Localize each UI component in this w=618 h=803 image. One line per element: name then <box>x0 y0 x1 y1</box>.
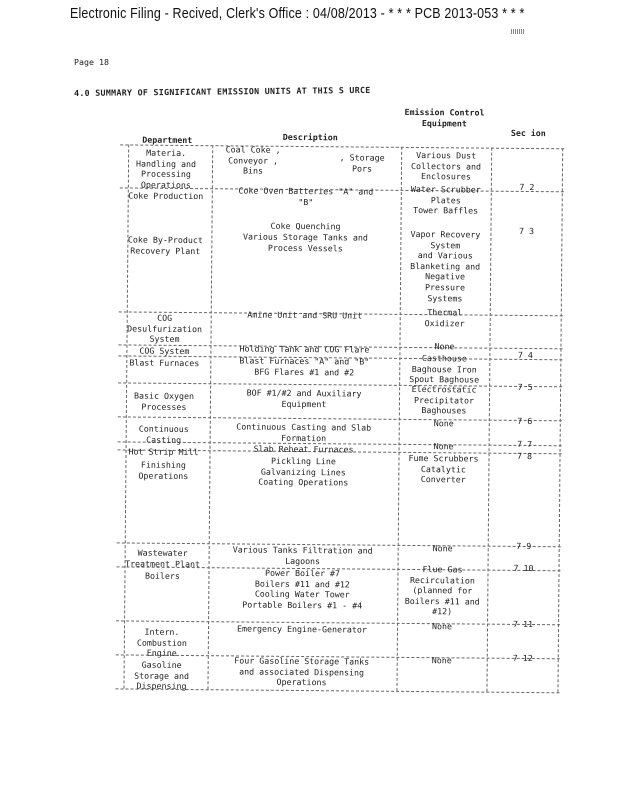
cell-control-equipment: None <box>431 655 452 666</box>
cell-section: 7 12 <box>512 652 533 664</box>
cell-description: Continuous Casting and Slab Formation <box>236 421 372 443</box>
cell-description: Slab Reheat Furnaces <box>253 443 354 455</box>
cell-description: Various Tanks Filtration and Lagoons <box>232 544 373 566</box>
col-header-description: Description <box>282 131 338 143</box>
cell-department: Finishing Operations <box>138 459 189 481</box>
col-header-control-equipment: Emission Control Equipment <box>404 106 485 129</box>
cell-department: Boilers <box>144 570 180 581</box>
cell-control-equipment: Flue Gas Recirculation (planned for Boilers #11 and #12) <box>404 564 480 617</box>
cell-control-equipment: None <box>433 441 454 452</box>
cell-control-equipment: Casthouse Baghouse Iron Spout Baghouse <box>409 353 480 385</box>
cell-section: 7 8 <box>516 450 533 462</box>
col-header-department: Department <box>142 134 193 146</box>
cell-department: Coke By-Product Recovery Plant <box>127 234 203 256</box>
cell-description: Blast Furnaces "A" and "B" BFG Flares #1 and #2 <box>239 355 370 378</box>
cell-control-equipment: Vapor Recovery System and Various Blanketing and Negative Pressure Systems <box>410 228 481 303</box>
cell-description: Power Boiler #7 Boilers #11 and #12 Cooling Water Tower Portable Boilers #1 - #4 <box>242 567 363 611</box>
cell-department: Materia. Handling and Processing Operations <box>136 147 197 190</box>
cell-section: 7 4 <box>517 349 533 361</box>
cell-control-equipment: Thermal Oxidizer <box>424 307 465 329</box>
filing-stamp-header: Electronic Filing - Recived, Clerk's Office : 04/08/2013 - * * * PCB 2013-053 * * * <box>70 6 525 22</box>
cell-description: Pickling Line Galvanizing Lines Coating Operations <box>258 455 349 488</box>
cell-department: Wastewater Treatment Plant <box>125 547 201 569</box>
cell-description: Amine Unit and SRU Unit <box>247 309 363 321</box>
cell-control-equipment: Water Scrubber Plates Tower Baffles <box>410 183 481 216</box>
cell-section: 7 9 <box>516 540 532 552</box>
cell-description: Emergency Engine-Generator <box>237 623 367 635</box>
cell-department: Basic Oxygen Processes <box>134 390 195 412</box>
col-header-section: Sec ion <box>510 127 546 139</box>
cell-section: 7 3 <box>518 225 535 237</box>
cell-section: 7 5 <box>517 381 533 393</box>
cell-section: 7 7 <box>517 438 533 450</box>
cell-description: Coke Quenching <box>270 220 341 232</box>
cell-description: Four Gasoline Storage Tanks and associated Dispensing Operations <box>234 655 370 688</box>
cell-department: Continuous Casting <box>138 423 189 445</box>
cell-control-equipment: None <box>434 341 455 352</box>
cell-description: Various Storage Tanks and Process Vessels <box>242 231 368 253</box>
cell-control-equipment: Fume Scrubbers Catalytic Converter <box>408 452 479 485</box>
cell-description: Holding Tank and COG Flare <box>239 343 370 355</box>
cell-section: 7 10 <box>513 562 534 574</box>
cell-department: Hot Strip Mill <box>128 446 199 458</box>
cell-department: Blast Furnaces <box>129 357 200 369</box>
cell-control-equipment: None <box>431 621 453 632</box>
cell-department: Intern. Combustion Engine <box>136 626 187 659</box>
cell-section: 7 6 <box>517 415 533 427</box>
cell-section: 7 2 <box>519 181 535 193</box>
page-number: Page 18 <box>74 57 109 67</box>
cell-control-equipment: None <box>432 543 453 554</box>
cell-department: Gasoline Storage and Dispensing <box>134 659 190 692</box>
cell-control-equipment: None <box>433 418 454 429</box>
cell-description: BOF #1/#2 and Auxiliary Equipment <box>246 387 362 409</box>
cell-department: COG Desulfurization System <box>127 312 203 345</box>
cell-control-equipment: Electrostatic Precipitator Baghouses <box>411 383 477 416</box>
cell-description: Coal Coke , Conveyor , Bins <box>225 144 281 176</box>
cell-description-extra: , Storage Pors <box>339 152 385 174</box>
cell-department: COG System <box>139 345 190 357</box>
cell-control-equipment: Various Dust Collectors and Enclosures <box>411 150 482 182</box>
cell-department: Coke Production <box>128 190 204 202</box>
cell-description: Coke Oven Batteries "A" and "B" <box>238 185 374 207</box>
cell-section: 7 11 <box>513 618 534 630</box>
section-title: 4.0 SUMMARY OF SIGNIFICANT EMISSION UNITS AT THIS S URCE <box>74 84 371 98</box>
